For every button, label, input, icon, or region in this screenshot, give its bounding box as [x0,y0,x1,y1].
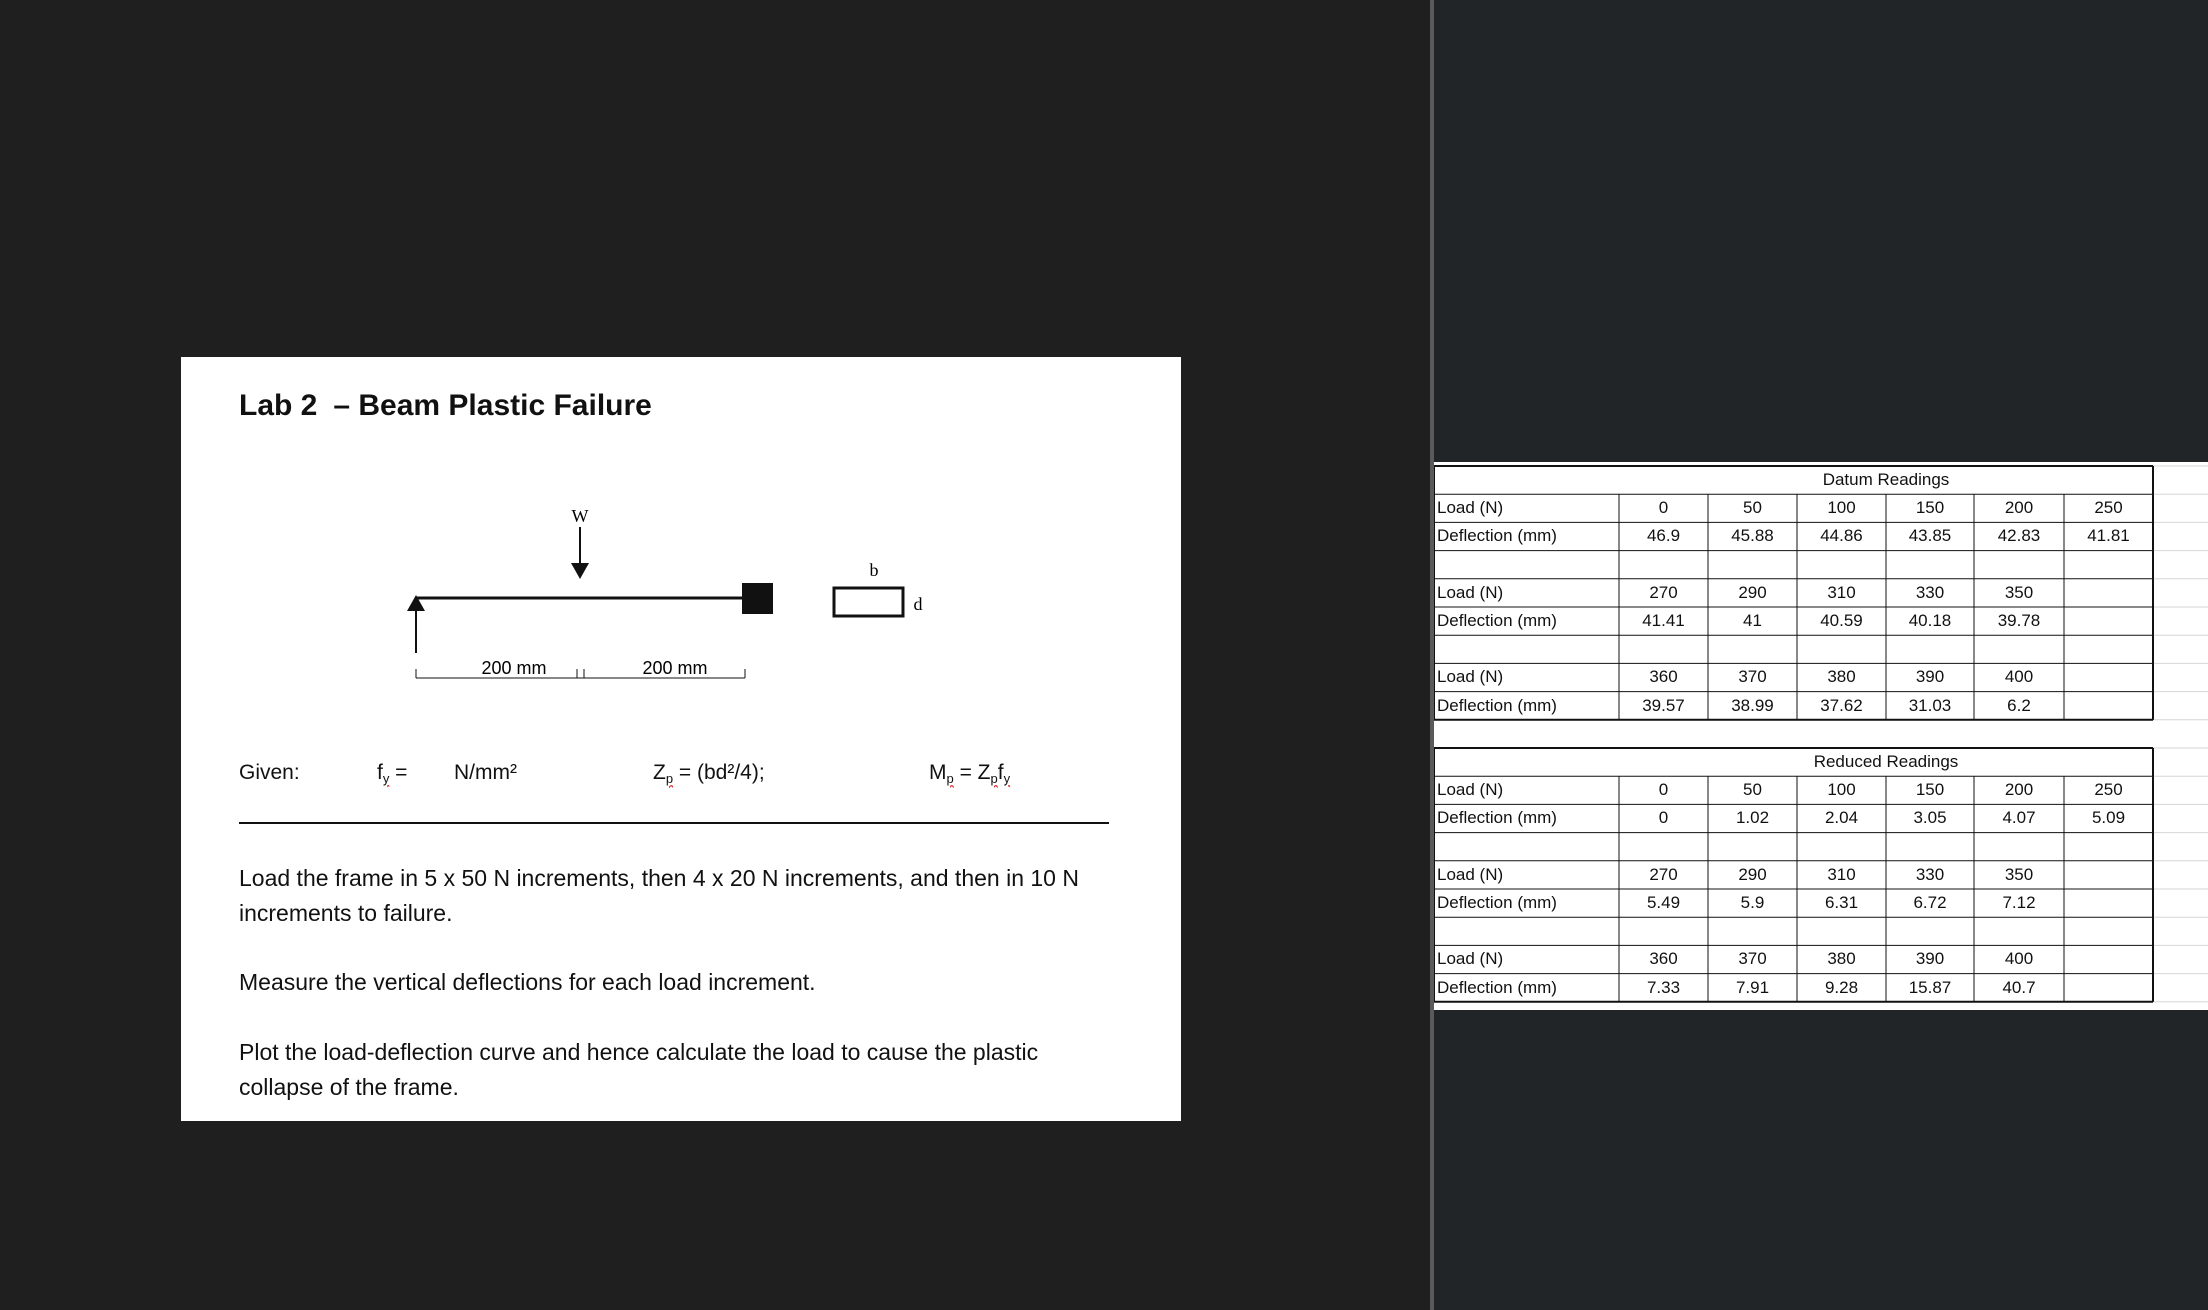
load-label-cell[interactable]: Load (N) [1437,498,1504,518]
load-value-cell[interactable]: 310 [1827,582,1856,602]
load-label-cell[interactable]: Load (N) [1437,582,1504,602]
deflection-label-cell[interactable]: Deflection (mm) [1437,808,1557,828]
cross-section [834,588,903,616]
deflection-value-cell[interactable]: 43.85 [1908,526,1952,546]
load-arrow-icon [571,563,589,579]
load-value-cell[interactable]: 270 [1649,864,1678,884]
zp-expr: = (bd²/4); [673,761,765,784]
load-label-cell[interactable]: Load (N) [1437,864,1504,884]
deflection-value-cell[interactable]: 6.72 [1913,893,1947,912]
deflection-value-cell[interactable] [2064,889,2153,917]
load-value-cell[interactable]: 200 [2004,498,2034,518]
load-label-cell[interactable]: Load (N) [1437,780,1504,800]
lab-slide [181,357,1181,1121]
load-value-cell[interactable] [2064,663,2153,691]
fy-symbol: f [377,761,383,784]
mp-symbol: M [929,761,947,784]
mp-formula [929,761,1010,786]
load-value-cell[interactable] [2064,945,2153,973]
deflection-value-cell[interactable]: 40.18 [1908,611,1952,630]
deflection-value-cell[interactable]: 46.9 [1646,526,1681,546]
dim-left: 200 mm [481,658,547,678]
load-value-cell[interactable]: 350 [2004,582,2034,602]
load-value-cell[interactable]: 100 [1827,780,1856,800]
zp-formula [653,761,765,786]
instruction-measure: Measure the vertical deflections for each load increment. [239,969,816,995]
deflection-value-cell[interactable] [2064,692,2153,720]
deflection-value-cell[interactable]: 4.07 [2002,808,2036,828]
load-label-cell[interactable]: Load (N) [1437,949,1504,969]
deflection-value-cell[interactable]: 45.88 [1731,526,1774,546]
deflection-value-cell[interactable]: 44.86 [1820,526,1863,546]
load-value-cell[interactable]: 310 [1827,864,1856,884]
deflection-value-cell[interactable]: 41.41 [1642,611,1685,630]
load-label: W [571,506,589,526]
mp-f: f [997,761,1004,784]
load-value-cell[interactable]: 390 [1915,667,1945,687]
deflection-value-cell[interactable]: 5.09 [2091,808,2126,828]
load-value-cell[interactable]: 400 [2004,949,2034,969]
load-value-cell[interactable]: 200 [2004,780,2034,800]
fixed-support [742,583,773,614]
deflection-value-cell[interactable]: 6.2 [2007,695,2031,715]
instruction-plot: Plot the load-deflection curve and hence calculate the load to cause the plastic collapse of the frame. [239,1039,1039,1100]
load-value-cell[interactable] [2064,579,2153,607]
deflection-value-cell[interactable]: 31.03 [1908,695,1952,715]
deflection-value-cell[interactable]: 7.33 [1646,977,1681,997]
deflection-label-cell[interactable]: Deflection (mm) [1437,526,1557,546]
spreadsheet [1434,462,2208,1010]
given-label: Given: [239,761,300,784]
section-title[interactable]: Datum Readings [1822,470,1950,489]
deflection-value-cell[interactable]: 39.78 [1997,611,2041,630]
load-value-cell[interactable]: 350 [2004,864,2034,884]
title-subject: – Beam Plastic Failure [333,389,652,422]
deflection-value-cell[interactable] [2064,607,2153,635]
deflection-value-cell[interactable]: 37.62 [1820,695,1863,715]
section-title[interactable]: Reduced Readings [1813,752,1959,771]
load-value-cell[interactable]: 400 [2004,667,2034,687]
deflection-value-cell[interactable]: 39.57 [1642,695,1685,715]
deflection-value-cell[interactable]: 5.49 [1646,893,1681,912]
deflection-value-cell[interactable]: 1.02 [1735,808,1770,828]
load-value-cell[interactable]: 270 [1649,582,1678,602]
load-value-cell[interactable]: 0 [1658,498,1669,518]
load-value-cell[interactable]: 330 [1915,864,1945,884]
instruction-increments: Load the frame in 5 x 50 N increments, then 4 x 20 N increments, and then in 10 N increments to failure. [239,865,1079,926]
title-lab-number: Lab 2 [239,389,318,422]
load-value-cell[interactable]: 370 [1738,667,1767,687]
beam-diagram [181,357,1181,687]
dim-right: 200 mm [642,658,708,678]
load-value-cell[interactable]: 250 [2094,498,2123,518]
deflection-value-cell[interactable]: 7.12 [2002,893,2036,912]
deflection-value-cell[interactable] [2064,974,2153,1002]
deflection-value-cell[interactable]: 9.28 [1824,977,1859,997]
deflection-value-cell[interactable]: 3.05 [1913,808,1947,828]
mp-sub: p [946,771,954,786]
fy-eq: = [389,761,408,784]
zp-sub: p [665,771,674,786]
load-value-cell[interactable]: 330 [1915,582,1945,602]
load-value-cell[interactable]: 50 [1743,780,1762,800]
zp-symbol: Z [653,761,666,784]
load-value-cell[interactable]: 360 [1649,949,1678,969]
load-value-cell[interactable]: 150 [1915,498,1945,518]
load-value-cell[interactable]: 390 [1915,949,1945,969]
load-value-cell[interactable]: 250 [2094,780,2123,800]
deflection-value-cell[interactable]: 41 [1743,611,1762,630]
deflection-label-cell[interactable]: Deflection (mm) [1437,893,1557,912]
deflection-value-cell[interactable]: 40.59 [1820,611,1863,630]
fy-units: N/mm² [454,761,517,784]
deflection-value-cell[interactable]: 38.99 [1731,695,1774,715]
deflection-value-cell[interactable]: 40.7 [2002,977,2036,997]
load-value-cell[interactable]: 380 [1827,667,1856,687]
section-d-label: d [913,594,923,614]
load-value-cell[interactable] [2064,861,2153,889]
deflection-label-cell[interactable]: Deflection (mm) [1437,695,1557,715]
load-label-cell[interactable]: Load (N) [1437,667,1504,687]
right-pane [1434,0,2208,1310]
load-value-cell[interactable]: 290 [1738,582,1767,602]
load-value-cell[interactable]: 100 [1827,498,1856,518]
load-value-cell[interactable]: 360 [1649,667,1678,687]
mp-eq: = Z [953,761,991,784]
deflection-value-cell[interactable]: 2.04 [1824,808,1859,828]
deflection-value-cell[interactable]: 41.81 [2087,526,2130,546]
load-value-cell[interactable]: 50 [1743,498,1762,518]
load-value-cell[interactable]: 150 [1915,780,1945,800]
deflection-label-cell[interactable]: Deflection (mm) [1437,611,1557,630]
load-value-cell[interactable]: 290 [1738,864,1767,884]
deflection-value-cell[interactable]: 6.31 [1824,893,1859,912]
deflection-value-cell[interactable]: 7.91 [1735,977,1770,997]
deflection-value-cell[interactable]: 5.9 [1740,893,1765,912]
divider-rule [239,822,1109,824]
load-value-cell[interactable]: 370 [1738,949,1767,969]
deflection-value-cell[interactable]: 0 [1658,808,1669,828]
deflection-label-cell[interactable]: Deflection (mm) [1437,977,1557,997]
section-b-label: b [869,560,879,580]
deflection-value-cell[interactable]: 15.87 [1908,977,1952,997]
load-value-cell[interactable]: 380 [1827,949,1856,969]
deflection-value-cell[interactable]: 42.83 [1997,526,2041,546]
fy-formula [377,761,407,786]
mp-sub3: y [1003,771,1011,786]
mp-sub2: p [990,771,998,786]
load-value-cell[interactable]: 0 [1658,780,1669,800]
fy-sub: y [382,771,390,786]
